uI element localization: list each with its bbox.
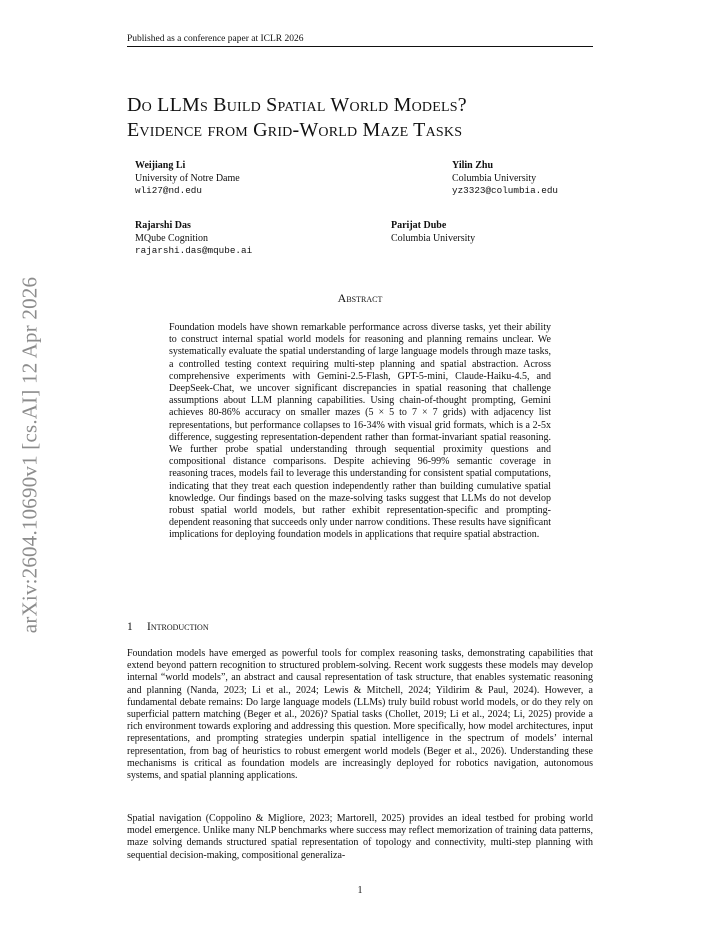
author-email[interactable]: wli27@nd.edu <box>135 185 202 196</box>
author-email[interactable]: yz3323@columbia.edu <box>452 185 559 196</box>
section-number: 1 <box>127 621 133 633</box>
author-name: Rajarshi Das <box>135 220 191 231</box>
running-header: Published as a conference paper at ICLR 2026 <box>127 34 304 44</box>
header-rule <box>127 46 593 47</box>
arxiv-id-text: arXiv:2604.10690v1 [cs.AI] 12 Apr 2026 <box>17 276 42 634</box>
title-line-1: Do LLMs Build Spatial World Models? <box>127 94 467 116</box>
arxiv-side-stamp <box>18 265 42 645</box>
author-name: Parijat Dube <box>391 220 447 231</box>
author-affiliation: University of Notre Dame <box>135 172 240 184</box>
author-affiliation: Columbia University <box>452 172 537 184</box>
author-block <box>391 220 475 245</box>
abstract-body: Foundation models have shown remarkable performance across diverse tasks, yet their ability to construct internal spatial world models for reasoning and planning remains unclear. We systematically evaluate the spatial understanding of large language models through maze tasks, a controlled testing context requiring multi-step planning and spatial abstraction. Across comprehensive experiments with Gemini-2.5-Flash, GPT-5-mini, Claude-Haiku-4.5, and DeepSeek-Chat, we uncover significant discrepancies in spatial reasoning that challenge assumptions about LLM planning capabilities. Using chain-of-thought prompting, Gemini achieves 80-86% accuracy on smaller mazes (5 × 5 to 7 × 7 grids) with adjacency list representations, but performance collapses to 16-34% with visual grid formats, which is a 2-5x difference, suggesting representation-dependent rather than format-invariant spatial reasoning. We further probe spatial understanding through sequential proximity questions and compositional distance comparisons. Despite achieving 96-99% semantic coverage in reasoning traces, models fail to leverage this understanding for consistent spatial computations, indicating that they treat each question independently rather than building cumulative spatial knowledge. Our findings based on the maze-solving tasks suggest that LLMs do not develop robust spatial world models, but rather exhibit representation-specific and prompting-dependent reasoning that succeeds only under narrow conditions. These results have significant implications for deploying foundation models in applications that require spatial abstraction. <box>169 322 551 541</box>
abstract-heading: Abstract <box>337 291 383 305</box>
author-block <box>135 220 252 258</box>
intro-paragraph-2: Spatial navigation (Coppolino & Migliore, 2023; Martorell, 2025) provides an ideal testbed for probing world model emergence. Unlike many NLP benchmarks where success may reflect memorization of training data patterns, maze solving demands structured spatial representation of topology and connectivity, multi-step planning with sequential decision-making, compositional generaliza- <box>127 813 593 861</box>
page-number: 1 <box>357 885 363 896</box>
author-block <box>452 160 558 198</box>
section-heading <box>127 621 209 633</box>
section-title: Introduction <box>147 621 209 633</box>
author-name: Yilin Zhu <box>452 160 494 171</box>
author-block <box>135 160 240 198</box>
intro-paragraph-1: Foundation models have emerged as powerful tools for complex reasoning tasks, demonstrating capabilities that extend beyond pattern recognition to structured problem-solving. Recent work suggests these models may develop internal “world models”, an abstract and causal representation of task structure, that enables systematic reasoning and planning (Nanda, 2023; Li et al., 2024; Lewis & Mitchell, 2024; Yildirim & Paul, 2024). However, a fundamental debate remains: Do large language models (LLMs) truly build robust world models, or do they rely on superficial pattern matching (Beger et al., 2026)? Spatial tasks (Chollet, 2019; Li et al., 2024; Li, 2025) provide a rich environment towards exploring and addressing this question. More specifically, how model architectures, input representations, and prompting strategies underpin spatial intelligence in the spectrum of models’ internal representation, from bag of heuristics to robust emergent world models (Beger et al., 2026). Understanding these mechanisms is critical as foundation models are increasingly deployed for robotics navigation, autonomous systems, and spatial planning applications. <box>127 648 593 782</box>
author-affiliation: MQube Cognition <box>135 232 209 244</box>
author-affiliation: Columbia University <box>391 232 476 244</box>
title-line-2: Evidence from Grid-World Maze Tasks <box>127 119 463 141</box>
author-email[interactable]: rajarshi.das@mqube.ai <box>135 245 253 256</box>
paper-title <box>127 93 467 143</box>
author-name: Weijiang Li <box>135 160 186 171</box>
